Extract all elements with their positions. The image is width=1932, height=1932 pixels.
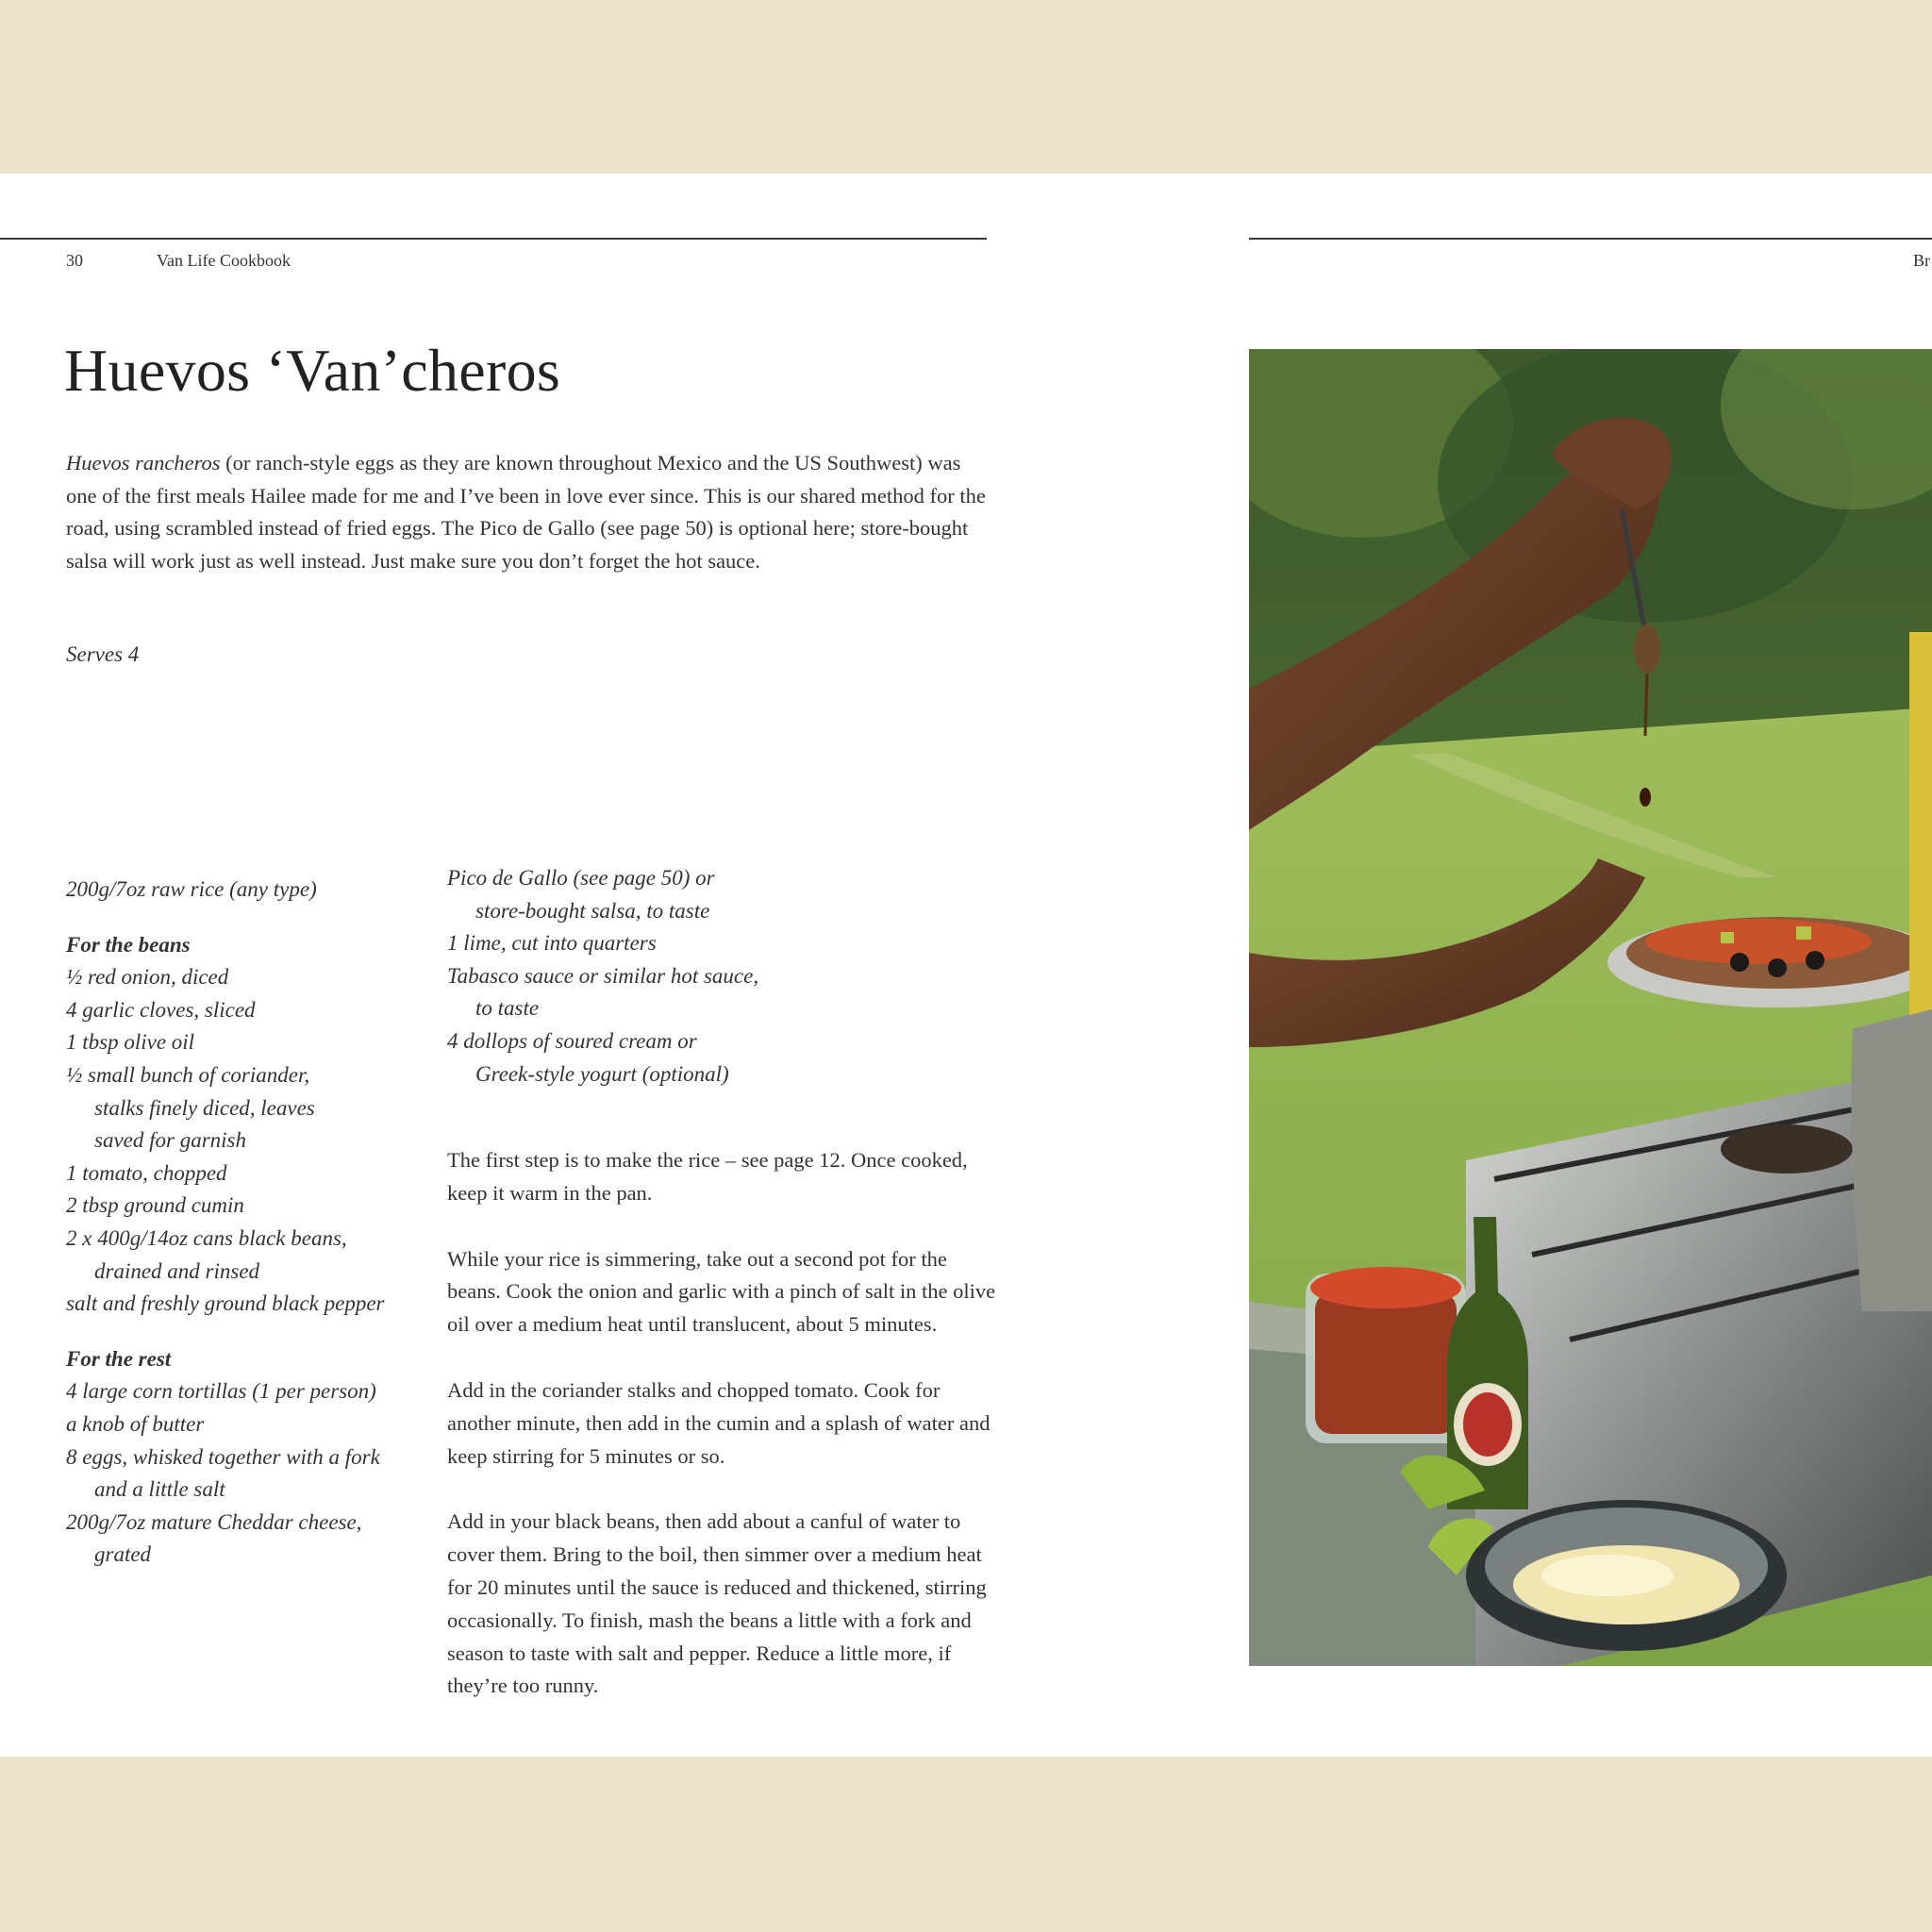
ingredient-item <box>447 1025 862 1091</box>
ingredient-item <box>447 862 862 927</box>
ingredient-item: 4 large corn tortillas (1 per person) <box>66 1379 376 1404</box>
ingredient-line: and a little salt <box>94 1477 225 1502</box>
ingredient-section-heading: For the beans <box>66 932 191 957</box>
ingredient-item: 4 garlic cloves, sliced <box>66 997 256 1022</box>
ingredient-item: 1 tomato, chopped <box>66 1160 227 1185</box>
recipe-intro <box>66 447 991 577</box>
method-paragraph: Add in the coriander stalks and chopped tomato. Cook for another minute, then add in the cumin and a splash of water and keep stirring for 5 minutes or so. <box>447 1377 991 1468</box>
ingredient-line: Greek-style yogurt (optional) <box>475 1061 729 1086</box>
ingredient-line: drained and rinsed <box>94 1258 260 1283</box>
pot <box>1851 1009 1932 1311</box>
ingredient-item: 1 tbsp olive oil <box>66 1030 195 1055</box>
serves-count: Serves 4 <box>66 642 140 666</box>
ingredient-line: to taste <box>475 996 540 1021</box>
method-paragraph: The first step is to make the rice – see page 12. Once cooked, keep it warm in the pan. <box>447 1148 968 1205</box>
header-rule-right <box>1249 238 1932 240</box>
ingredient-line: store-bought salsa, to taste <box>475 898 710 923</box>
ingredient-line: grated <box>94 1542 152 1567</box>
ingredient-item: 1 lime, cut into quarters <box>447 931 657 956</box>
ingredient-section-heading: For the rest <box>66 1346 172 1371</box>
ingredients-column-1 <box>66 874 443 1572</box>
method-paragraph: Add in your black beans, then add about a canful of water to cover them. Bring to the boil, then simmer over a medium heat for 20 minutes until the sauce is reduced and thickened, stirring occasionally. To finish, mash the beans a little with a fork and season to taste with salt and pepper. Reduce a little more, if they’re too runny. <box>447 1509 987 1698</box>
ingredient-item: 200g/7oz raw rice (any type) <box>66 877 317 901</box>
frying-pan <box>1721 1124 1853 1174</box>
ingredients-column-2 <box>447 862 862 1091</box>
right-page-running-head: Br <box>1913 251 1930 270</box>
ingredient-item <box>447 960 862 1025</box>
running-book-title: Van Life Cookbook <box>157 251 291 270</box>
ingredient-item <box>66 1059 443 1158</box>
page-number: 30 <box>66 251 83 270</box>
header-rule-left <box>0 238 987 240</box>
ingredient-line: 200g/7oz mature Cheddar cheese, <box>66 1509 362 1534</box>
ingredient-item: a knob of butter <box>66 1411 205 1436</box>
recipe-title: Huevos ‘Van’cheros <box>64 337 561 404</box>
ingredient-item: salt and freshly ground black pepper <box>66 1291 385 1316</box>
method-steps <box>447 1144 996 1736</box>
book-spread <box>0 174 1932 1757</box>
ingredient-item <box>66 1223 443 1288</box>
ingredient-item <box>66 1507 443 1572</box>
spoon <box>1634 625 1660 674</box>
ingredient-line: 4 dollops of soured cream or <box>447 1028 697 1053</box>
ingredient-line: saved for garnish <box>94 1128 246 1153</box>
intro-lead: Huevos rancheros <box>66 451 221 475</box>
ingredient-line: 2 x 400g/14oz cans black beans, <box>66 1225 347 1250</box>
ingredient-item: 2 tbsp ground cumin <box>66 1193 244 1218</box>
ingredient-line: stalks finely diced, leaves <box>94 1095 315 1120</box>
method-paragraph: While your rice is simmering, take out a second pot for the beans. Cook the onion and garlic with a pinch of salt in the olive oil over a medium heat until translucent, about 5 minutes. <box>447 1246 996 1337</box>
ingredient-line: ½ small bunch of coriander, <box>66 1062 310 1087</box>
ingredient-item: ½ red onion, diced <box>66 965 229 990</box>
ingredient-line: 8 eggs, whisked together with a fork <box>66 1444 380 1469</box>
ingredient-line: Pico de Gallo (see page 50) or <box>447 866 715 890</box>
ingredient-line: Tabasco sauce or similar hot sauce, <box>447 963 759 988</box>
ingredient-item <box>66 1441 443 1507</box>
recipe-photo <box>1249 349 1932 1666</box>
intro-text: (or ranch-style eggs as they are known throughout Mexico and the US Southwest) was one of the first meals Hailee made for me and I’ve been in love ever since. This is our shared method for the road, using scrambled instead of fried eggs. The Pico de Gallo (see page 50) is optional here; store-bought salsa will work just as well instead. Just make sure you don’t forget the hot sauce. <box>66 451 986 573</box>
